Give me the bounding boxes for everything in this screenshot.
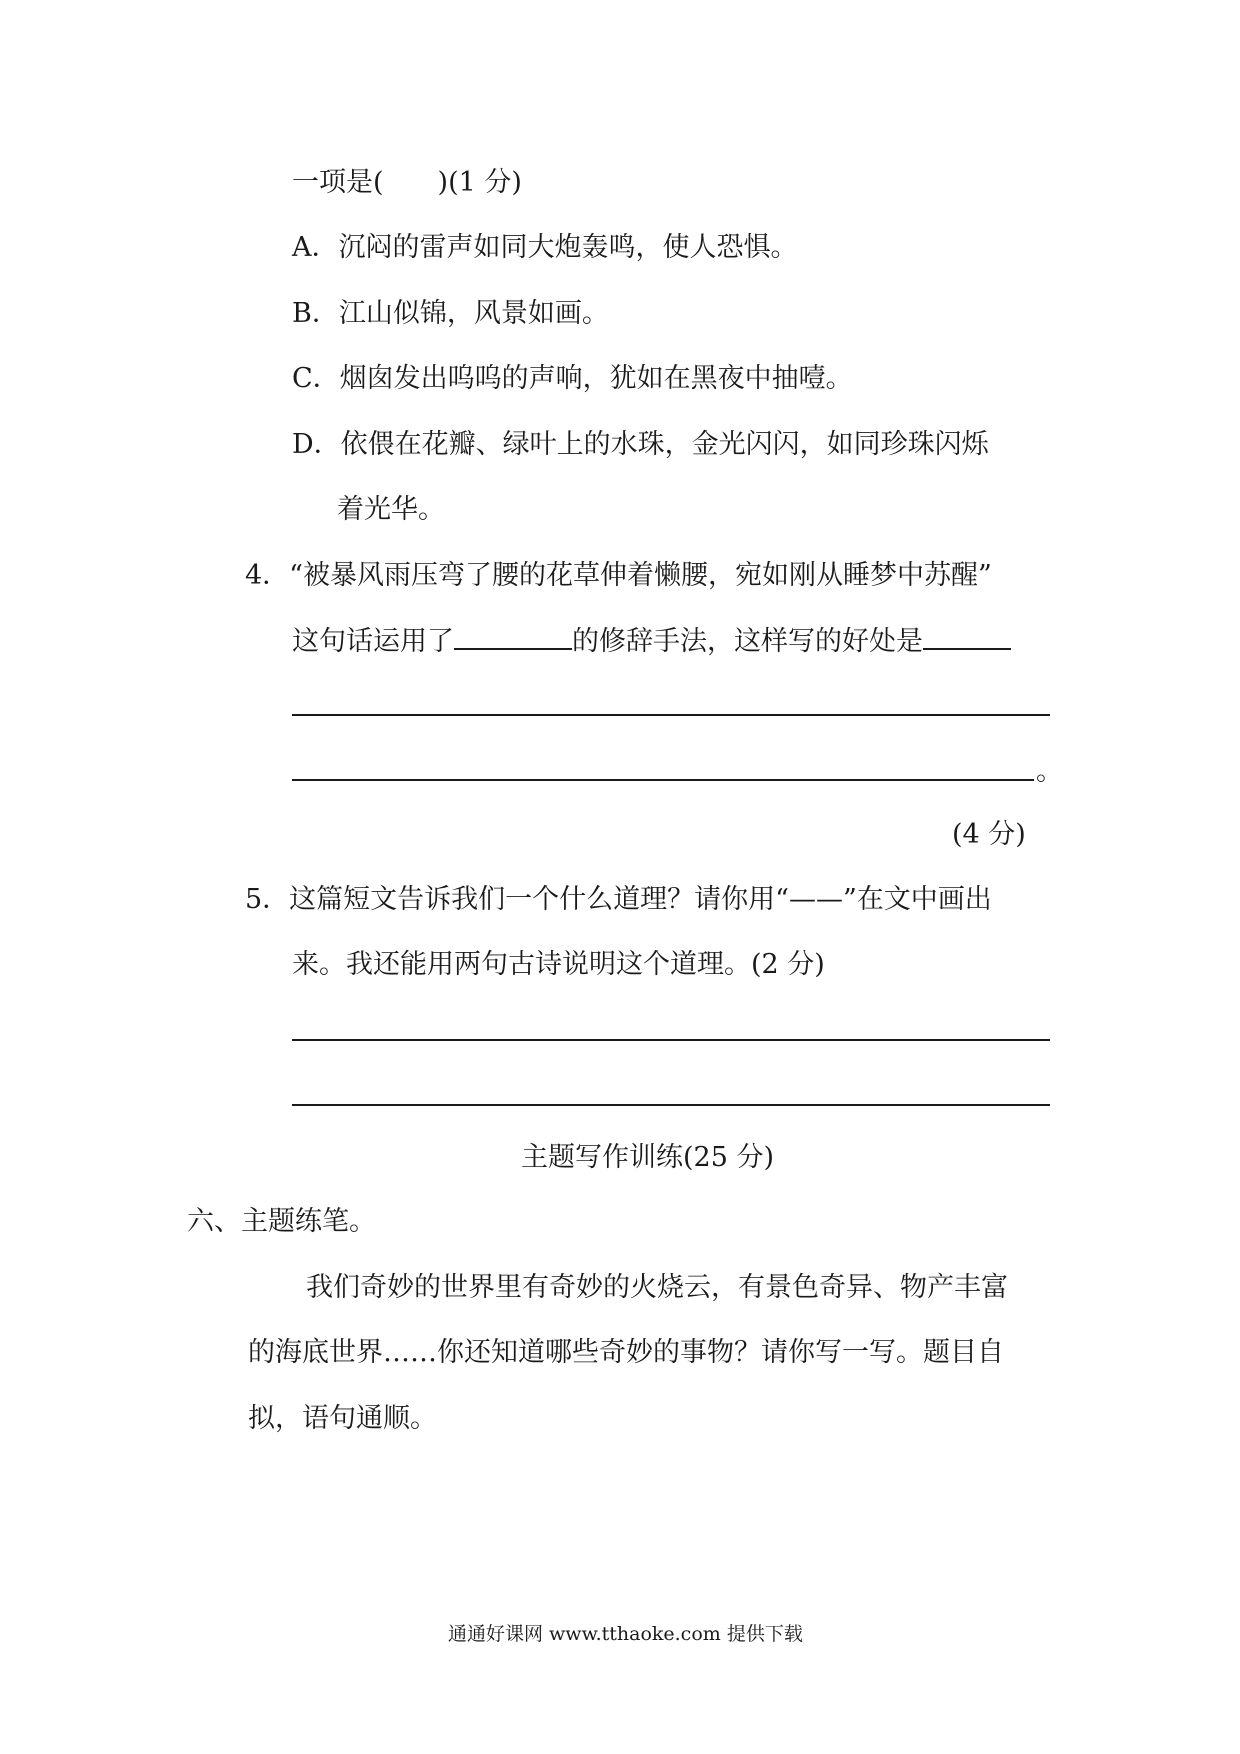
q4-end-period: 。 bbox=[1036, 756, 1063, 787]
writing-section-title: 主题写作训练(25 分) bbox=[521, 1142, 775, 1173]
q4-line1: 4．“被暴风雨压弯了腰的花草伸着懒腰，宛如刚从睡梦中苏醒” bbox=[245, 560, 992, 591]
q5-answer-line-2[interactable] bbox=[292, 1104, 1050, 1106]
writing-paragraph-line1: 我们奇妙的世界里有奇妙的火烧云，有景色奇异、物产丰富 bbox=[306, 1272, 1008, 1303]
writing-heading: 六、主题练笔。 bbox=[187, 1206, 376, 1237]
q4-score: (4 分) bbox=[952, 819, 1026, 850]
q3-option-c: C．烟囱发出呜呜的声响，犹如在黑夜中抽噎。 bbox=[292, 363, 853, 394]
q3-stem-tail: 一项是( )(1 分) bbox=[292, 167, 522, 198]
q3-option-a: A．沉闷的雷声如同大炮轰鸣，使人恐惧。 bbox=[292, 232, 798, 263]
q5-answer-line-1[interactable] bbox=[292, 1039, 1050, 1041]
q4-line2-part2: 的修辞手法，这样写的好处是 bbox=[572, 626, 923, 657]
writing-paragraph-line3: 拟，语句通顺。 bbox=[248, 1403, 437, 1434]
q5-line2: 来。我还能用两句古诗说明这个道理。(2 分) bbox=[292, 949, 825, 980]
writing-paragraph-line2: 的海底世界……你还知道哪些奇妙的事物？请你写一写。题目自 bbox=[248, 1337, 1004, 1368]
q3-option-d-line1: D．依偎在花瓣、绿叶上的水珠，金光闪闪，如同珍珠闪烁 bbox=[292, 429, 989, 460]
q4-blank-benefit-start[interactable] bbox=[923, 622, 1011, 650]
q3-option-b: B．江山似锦，风景如画。 bbox=[292, 298, 609, 329]
q5-line1: 5．这篇短文告诉我们一个什么道理？请你用“——”在文中画出 bbox=[245, 884, 992, 915]
q4-answer-line-1[interactable] bbox=[292, 714, 1050, 716]
q4-blank-rhetoric[interactable] bbox=[454, 622, 572, 650]
q4-answer-line-2[interactable] bbox=[292, 779, 1034, 781]
q4-line2 bbox=[292, 622, 1011, 660]
q4-line2-part1: 这句话运用了 bbox=[292, 626, 454, 657]
page-footer: 通通好课网 www.tthaoke.com 提供下载 bbox=[448, 1623, 803, 1645]
q3-option-d-line2: 着光华。 bbox=[337, 494, 445, 525]
